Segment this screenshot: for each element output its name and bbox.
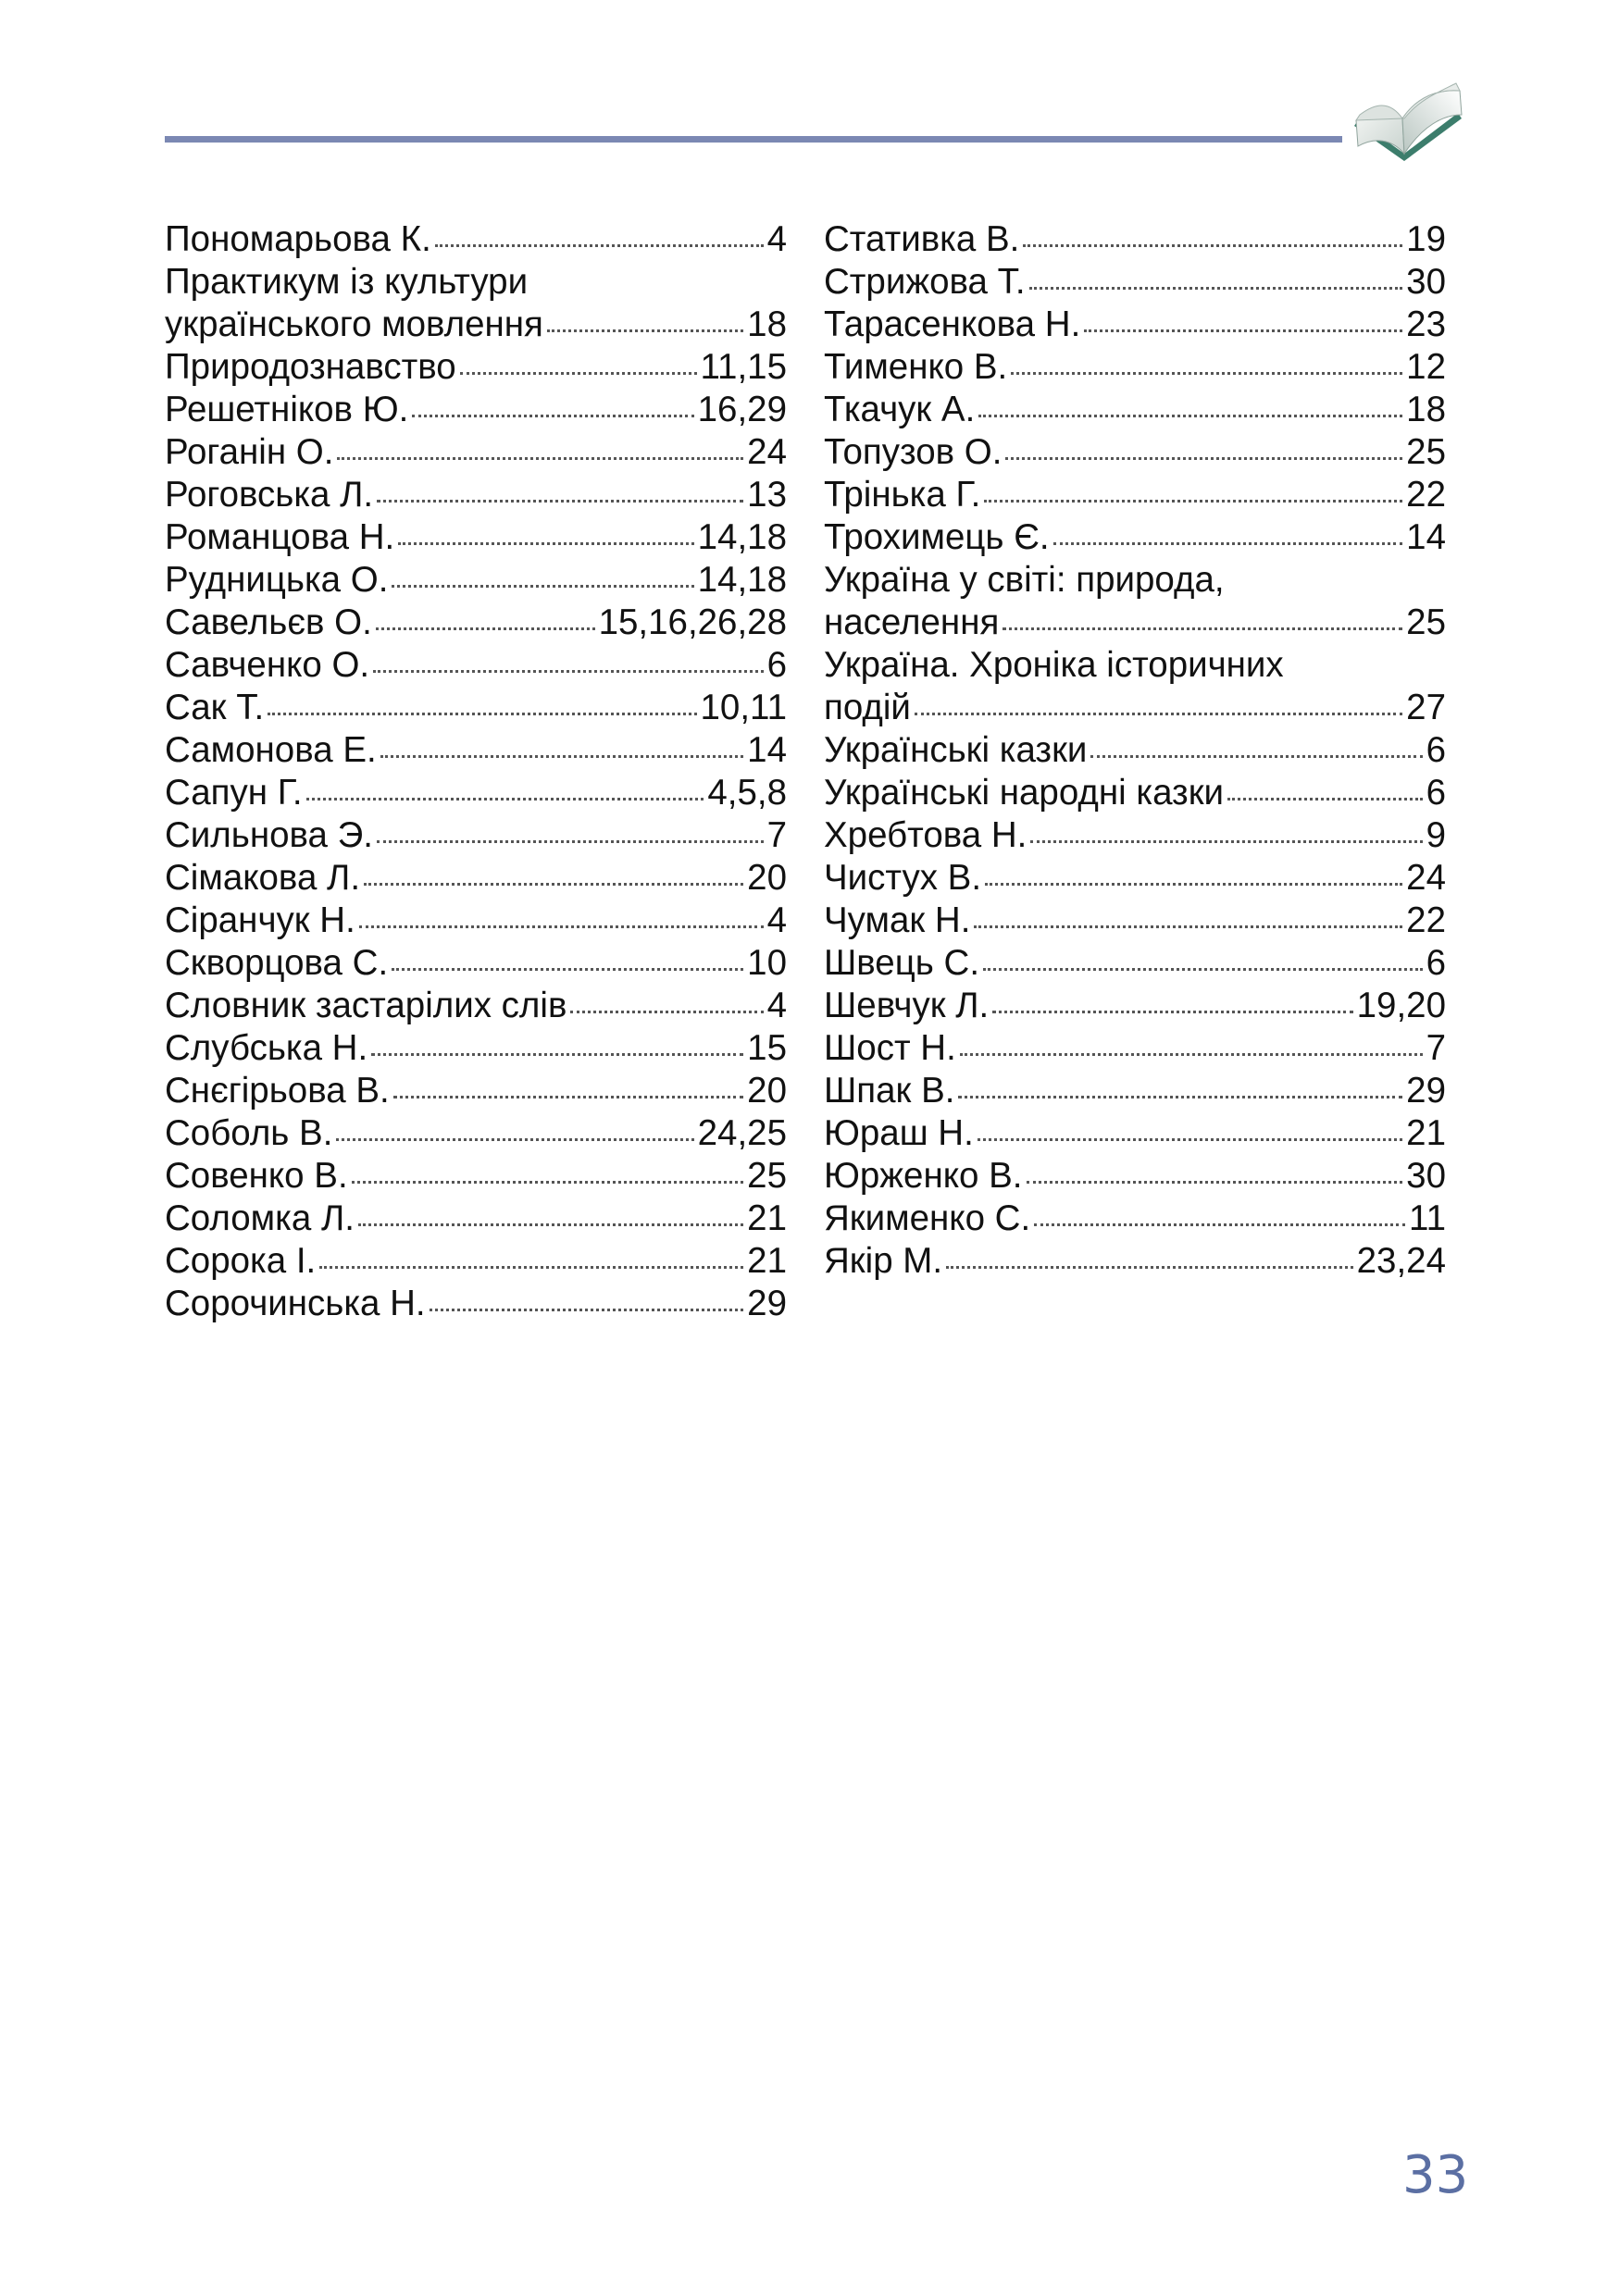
- dot-leader: [960, 1053, 1423, 1056]
- index-entry-name: Чумак Н.: [824, 900, 971, 940]
- dot-leader: [319, 1266, 743, 1269]
- index-entry-name: Сімакова Л.: [165, 858, 361, 898]
- dot-leader: [946, 1266, 1353, 1269]
- index-entry-pages: 14,18: [697, 517, 787, 557]
- dot-leader: [1023, 244, 1402, 247]
- index-entry: [824, 772, 1446, 814]
- dot-leader: [958, 1096, 1402, 1098]
- index-entry-name: Савченко О.: [165, 645, 370, 685]
- index-entry: [824, 1155, 1446, 1198]
- index-entry-pages: 21: [747, 1198, 787, 1238]
- index-entry-name: Стрижова Т.: [824, 262, 1026, 302]
- index-entry-pages: 27: [1406, 688, 1446, 727]
- index-entry-name: Українські народні казки: [824, 773, 1225, 813]
- index-entry: [824, 729, 1446, 772]
- index-entry: [165, 1155, 787, 1198]
- index-entry-pages: 24: [1406, 858, 1446, 898]
- dot-leader: [373, 670, 763, 673]
- index-entry: [165, 900, 787, 942]
- index-entry-name: Якір М.: [824, 1241, 943, 1281]
- dot-leader: [376, 627, 595, 630]
- index-entry-name: Хребтова Н.: [824, 815, 1027, 855]
- index-entry-pages: 4: [766, 986, 787, 1025]
- index-entry: [824, 261, 1446, 304]
- index-entry-pages: 4: [766, 219, 787, 259]
- dot-leader: [460, 372, 697, 375]
- index-entry-pages: 14: [747, 730, 787, 770]
- index-entry: [165, 431, 787, 474]
- index-entry: [165, 857, 787, 900]
- dot-leader: [364, 883, 743, 886]
- index-entry-pages: 10,11: [700, 688, 787, 727]
- index-entry-pages: 24,25: [697, 1113, 787, 1153]
- dot-leader: [380, 755, 743, 758]
- index-entry: [165, 1070, 787, 1112]
- dot-leader: [1003, 627, 1402, 630]
- index-entry-name: Решетніков Ю.: [165, 390, 409, 429]
- index-entry-name: Скворцова С.: [165, 943, 389, 983]
- dot-leader: [377, 500, 743, 503]
- index-entry-name: Роганін О.: [165, 432, 334, 472]
- index-entry-name: Роговська Л.: [165, 475, 374, 515]
- index-entry-name: Сорока І.: [165, 1241, 317, 1281]
- dot-leader: [1053, 542, 1403, 545]
- dot-leader: [1011, 372, 1402, 375]
- index-entry-name: Ткачук А.: [824, 390, 976, 429]
- index-entry-pages: 7: [1426, 1028, 1446, 1068]
- index-entry-pages: 29: [747, 1284, 787, 1323]
- index-entry-name: Тарасенкова Н.: [824, 304, 1081, 344]
- dot-leader: [983, 968, 1423, 971]
- index-entry-pages: 30: [1406, 1156, 1446, 1196]
- dot-leader: [337, 457, 743, 460]
- dot-leader: [435, 244, 764, 247]
- dot-leader: [978, 415, 1402, 417]
- dot-leader: [1227, 798, 1423, 800]
- index-entry-pages: 6: [766, 645, 787, 685]
- dot-leader: [430, 1309, 744, 1311]
- index-entry-name: Юрженко В.: [824, 1156, 1023, 1196]
- index-entry-pages: 15: [747, 1028, 787, 1068]
- index-entry-pages: 30: [1406, 262, 1446, 302]
- dot-leader: [306, 798, 704, 800]
- index-entry: [824, 304, 1446, 346]
- index-entry: [165, 474, 787, 516]
- index-entry-pages: 11: [1409, 1198, 1446, 1238]
- index-entry: [165, 729, 787, 772]
- index-entry-name: Стативка В.: [824, 219, 1020, 259]
- index-entry-name: Слубська Н.: [165, 1028, 368, 1068]
- dot-leader: [359, 925, 764, 928]
- dot-leader: [1029, 287, 1403, 290]
- index-entry-pages: 15,16,26,28: [598, 602, 787, 642]
- index-entry-pages: 21: [747, 1241, 787, 1281]
- index-entry-name: Сорочинська Н.: [165, 1284, 426, 1323]
- index-entry-name: Шпак В.: [824, 1071, 955, 1111]
- index-entry-name: Шост Н.: [824, 1028, 956, 1068]
- index-entry: [824, 218, 1446, 261]
- index-entry-name: Соломка Л.: [165, 1198, 355, 1238]
- index-entry-pages: 24: [747, 432, 787, 472]
- dot-leader: [392, 585, 693, 588]
- index-entry: [824, 857, 1446, 900]
- index-entry-name: Совенко В.: [165, 1156, 348, 1196]
- index-entry: [165, 1027, 787, 1070]
- index-entry: [824, 431, 1446, 474]
- index-entry-pages: 18: [747, 304, 787, 344]
- index-entry-name: Сак Т.: [165, 688, 265, 727]
- dot-leader: [974, 925, 1402, 928]
- dot-leader: [392, 968, 743, 971]
- index-entry-pages: 18: [1406, 390, 1446, 429]
- index-entry-pages: 4: [766, 900, 787, 940]
- index-entry-pages: 14,18: [697, 560, 787, 600]
- index-entry-name: Трінька Г.: [824, 475, 981, 515]
- dot-leader: [268, 713, 696, 715]
- dot-leader: [1030, 840, 1422, 843]
- index-entry: [165, 1198, 787, 1240]
- dot-leader: [547, 329, 743, 332]
- index-entry: [824, 559, 1446, 644]
- index-entry-name-line: Україна. Хроніка історичних: [824, 645, 1284, 685]
- index-entry-name: Рудницька О.: [165, 560, 389, 600]
- index-entry: [165, 559, 787, 602]
- index-entry: [824, 644, 1446, 729]
- index-entry-name: Самонова Е.: [165, 730, 377, 770]
- index-entry: [824, 900, 1446, 942]
- dot-leader: [377, 840, 764, 843]
- dot-leader: [984, 500, 1402, 503]
- index-entry-pages: 10: [747, 943, 787, 983]
- index-entry: [165, 772, 787, 814]
- index-entry: [165, 985, 787, 1027]
- open-book-icon: [1347, 72, 1467, 169]
- index-entry: [165, 687, 787, 729]
- index-entry-pages: 23,24: [1356, 1241, 1446, 1281]
- dot-leader: [1034, 1223, 1405, 1226]
- index-entry-name: Українські казки: [824, 730, 1088, 770]
- dot-leader: [358, 1223, 743, 1226]
- dot-leader: [412, 415, 693, 417]
- index-entry-name: Топузов О.: [824, 432, 1003, 472]
- index-entry-pages: 6: [1426, 943, 1446, 983]
- index-entry: [824, 1112, 1446, 1155]
- index-entry-pages: 12: [1406, 347, 1446, 387]
- index-entry: [165, 261, 787, 346]
- index-entry-pages: 20: [747, 858, 787, 898]
- index-entry-pages: 23: [1406, 304, 1446, 344]
- dot-leader: [371, 1053, 743, 1056]
- dot-leader: [398, 542, 693, 545]
- index-entry-pages: 21: [1406, 1113, 1446, 1153]
- index-entry-pages: 20: [747, 1071, 787, 1111]
- index-entry-name: подій: [824, 688, 911, 727]
- index-entry-pages: 25: [1406, 602, 1446, 642]
- index-entry: [165, 1112, 787, 1155]
- index-entry-name: Природознавство: [165, 347, 456, 387]
- index-entry: [824, 516, 1446, 559]
- index-entry-name: Сіранчук Н.: [165, 900, 355, 940]
- dot-leader: [985, 883, 1402, 886]
- index-entry-name: Словник застарілих слів: [165, 986, 567, 1025]
- index-entry: [824, 389, 1446, 431]
- index-entry-pages: 14: [1406, 517, 1446, 557]
- index-column-right: [824, 218, 1446, 1283]
- index-column-left: [165, 218, 787, 1325]
- index-entry: [165, 1283, 787, 1325]
- index-entry-name: Сапун Г.: [165, 773, 303, 813]
- index-entry-pages: 29: [1406, 1071, 1446, 1111]
- index-entry-pages: 19: [1406, 219, 1446, 259]
- dot-leader: [393, 1096, 743, 1098]
- index-entry: [165, 1240, 787, 1283]
- index-entry: [824, 346, 1446, 389]
- index-entry-pages: 7: [766, 815, 787, 855]
- index-entry-name: населення: [824, 602, 1000, 642]
- dot-leader: [1027, 1181, 1403, 1184]
- index-entry: [824, 1070, 1446, 1112]
- index-entry: [165, 516, 787, 559]
- index-entry: [165, 346, 787, 389]
- index-entry-name: українського мовлення: [165, 304, 543, 344]
- index-entry: [165, 942, 787, 985]
- dot-leader: [915, 713, 1402, 715]
- index-entry-pages: 25: [747, 1156, 787, 1196]
- index-entry-pages: 16,29: [697, 390, 787, 429]
- index-entry-pages: 4,5,8: [707, 773, 787, 813]
- index-entry-name: Савельєв О.: [165, 602, 372, 642]
- index-entry-pages: 9: [1426, 815, 1446, 855]
- dot-leader: [992, 1011, 1352, 1013]
- index-entry: [824, 1027, 1446, 1070]
- dot-leader: [1084, 329, 1402, 332]
- index-entry-name: Романцова Н.: [165, 517, 395, 557]
- index-entry-pages: 22: [1406, 900, 1446, 940]
- index-entry-name: Соболь В.: [165, 1113, 333, 1153]
- index-entry-pages: 11,15: [700, 347, 787, 387]
- index-entry-pages: 6: [1426, 773, 1446, 813]
- index-entry-name: Снєгірьова В.: [165, 1071, 390, 1111]
- index-entry-name: Тименко В.: [824, 347, 1008, 387]
- dot-leader: [336, 1138, 693, 1141]
- index-entry: [165, 389, 787, 431]
- index-entry: [824, 474, 1446, 516]
- index-entry-pages: 25: [1406, 432, 1446, 472]
- index-entry-name: Якименко С.: [824, 1198, 1031, 1238]
- index-entry: [824, 814, 1446, 857]
- index-entry-name: Сильнова Э.: [165, 815, 374, 855]
- index-entry-pages: 22: [1406, 475, 1446, 515]
- index-entry: [165, 218, 787, 261]
- index-entry: [824, 942, 1446, 985]
- index-entry-name: Швець С.: [824, 943, 980, 983]
- index-entry-pages: 19,20: [1356, 986, 1446, 1025]
- index-entry-name: Шевчук Л.: [824, 986, 990, 1025]
- index-entry: [824, 1240, 1446, 1283]
- index-entry: [165, 644, 787, 687]
- dot-leader: [978, 1138, 1402, 1141]
- index-entry: [824, 985, 1446, 1027]
- dot-leader: [352, 1181, 744, 1184]
- dot-leader: [1090, 755, 1422, 758]
- page-number: 33: [1402, 2145, 1469, 2205]
- index-entry-name-line: Практикум із культури: [165, 262, 529, 302]
- index-entry-name: Юраш Н.: [824, 1113, 974, 1153]
- header-rule: [165, 136, 1342, 143]
- index-entry-name-line: Україна у світі: природа,: [824, 560, 1225, 600]
- index-entry-name: Трохимець Є.: [824, 517, 1050, 557]
- index-entry: [824, 1198, 1446, 1240]
- index-entry-name: Чистух В.: [824, 858, 982, 898]
- index-entry: [165, 602, 787, 644]
- index-entry-name: Пономарьова К.: [165, 219, 431, 259]
- index-entry: [165, 814, 787, 857]
- dot-leader: [1005, 457, 1402, 460]
- index-entry-pages: 13: [747, 475, 787, 515]
- dot-leader: [570, 1011, 763, 1013]
- index-entry-pages: 6: [1426, 730, 1446, 770]
